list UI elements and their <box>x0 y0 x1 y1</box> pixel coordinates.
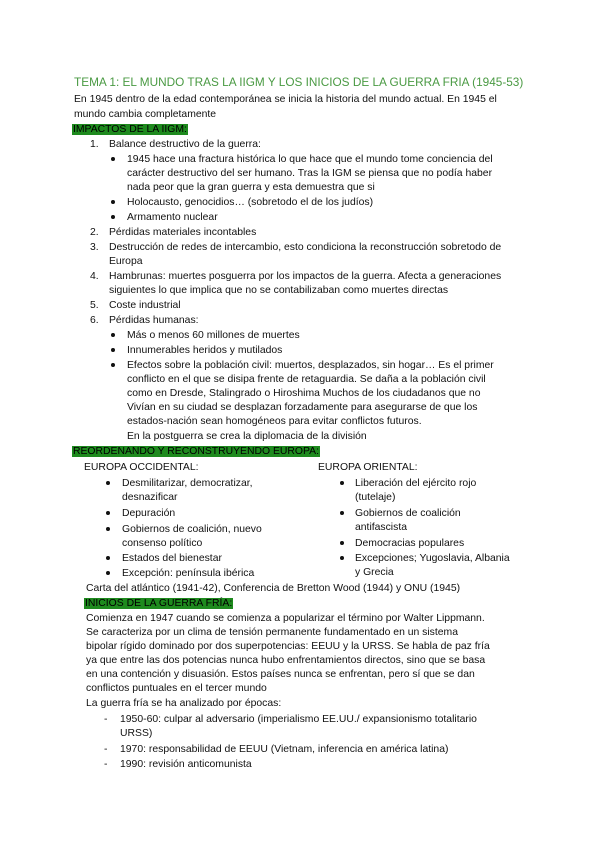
bullet-text: desnazificar <box>122 492 178 503</box>
bullet-icon <box>340 556 344 560</box>
list-item: Hambrunas: muertes posguerra por los impactos de la guerra. Afecta a generaciones <box>109 271 502 282</box>
list-item: siguientes lo que implica que no se contabilizaban como muertes directas <box>109 285 449 296</box>
bullet-icon <box>106 511 110 515</box>
list-number: 2. <box>90 227 99 238</box>
paragraph-line: conflictos puntuales en el tercer mundo <box>86 683 267 694</box>
column-heading-occidental: EUROPA OCCIDENTAL: <box>84 462 199 473</box>
bullet-icon <box>111 200 115 204</box>
bullet-icon <box>111 215 115 219</box>
bullet-icon <box>340 511 344 515</box>
paragraph-line: en una contención y disuasión. Estos países nunca se enfrentan, pero sí que se dan <box>86 669 475 680</box>
bullet-text: En la postguerra se crea la diplomacia de la división <box>127 431 367 442</box>
dash-item: 1950-60: culpar al adversario (imperialismo EE.UU./ expansionismo totalitario <box>120 714 477 725</box>
list-number: 5. <box>90 300 99 311</box>
bullet-text: Liberación del ejército rojo <box>355 478 477 489</box>
bullet-text: carácter destructivo del ser humano. Tras la IGM se piensa que no podía haber <box>127 168 493 179</box>
bullet-text: Democracias populares <box>355 538 465 549</box>
bullet-text: antifascista <box>355 522 407 533</box>
bullet-icon <box>111 348 115 352</box>
bullet-icon <box>340 541 344 545</box>
paragraph-line: bipolar rígido dominado por dos superpotencias: EEUU y la URSS. Se habla de paz fría <box>86 641 490 652</box>
list-item: Pérdidas humanas: <box>109 315 199 326</box>
list-number: 1. <box>90 139 99 150</box>
list-item: Balance destructivo de la guerra: <box>109 139 261 150</box>
list-item: Coste industrial <box>109 300 181 311</box>
list-item: Pérdidas materiales incontables <box>109 227 257 238</box>
bullet-text: y Grecia <box>355 567 394 578</box>
dash-icon: - <box>104 759 108 770</box>
dash-item: 1990: revisión anticomunista <box>120 759 252 770</box>
paragraph-line: La guerra fría se ha analizado por épocas: <box>86 698 282 709</box>
bullet-text: conflicto en el que se disipa frente de retaguardia. Se daña a la población civil <box>127 374 486 385</box>
dash-item: URSS) <box>120 728 153 739</box>
bullet-text: Innumerables heridos y mutilados <box>127 345 283 356</box>
list-number: 6. <box>90 315 99 326</box>
bullet-icon <box>106 556 110 560</box>
bullet-text: Gobiernos de coalición, nuevo <box>122 524 262 535</box>
bullet-text: Efectos sobre la población civil: muertos, desplazados, sin hogar… Es el primer <box>127 360 494 371</box>
bullet-icon <box>111 333 115 337</box>
list-item: Destrucción de redes de intercambio, esto condiciona la reconstrucción sobretodo de <box>109 242 502 253</box>
paragraph-line: Comienza en 1947 cuando se comienza a popularizar el término por Walter Lippmann. <box>86 613 485 624</box>
list-number: 3. <box>90 242 99 253</box>
bullet-text: Armamento nuclear <box>127 212 218 223</box>
paragraph-line: ya que entre las dos potencias nunca hubo enfrentamientos directos, sino que se basa <box>86 655 486 666</box>
column-heading-oriental: EUROPA ORIENTAL: <box>318 462 418 473</box>
bullet-icon <box>106 527 110 531</box>
bullet-text: 1945 hace una fractura histórica lo que hace que el mundo tome conciencia del <box>127 154 493 165</box>
carta-line: Carta del atlántico (1941-42), Conferencia de Bretton Wood (1944) y ONU (1945) <box>86 583 461 594</box>
intro-line-2: mundo cambia completamente <box>74 109 217 120</box>
list-item: Europa <box>109 256 143 267</box>
bullet-text: Excepciones; Yugoslavia, Albania <box>355 553 510 564</box>
dash-icon: - <box>104 714 108 725</box>
bullet-text: como en Dresde, Stalingrado o Hiroshima Muchos de los ciudadanos que no <box>127 388 481 399</box>
bullet-text: estados-nación sean homogéneos para evitar conflictos futuros. <box>127 416 422 427</box>
bullet-icon <box>340 481 344 485</box>
bullet-text: (tutelaje) <box>355 492 396 503</box>
bullet-text: Desmilitarizar, democratizar, <box>122 478 253 489</box>
paragraph-line: Se caracteriza por un clima de tensión permanente fundamentado en un sistema <box>86 627 458 638</box>
intro-line-1: En 1945 dentro de la edad contemporánea se inicia la historia del mundo actual. En 1945 el <box>74 94 497 105</box>
document-title: TEMA 1: EL MUNDO TRAS LA IIGM Y LOS INICIOS DE LA GUERRA FRIA (1945-53) <box>74 75 524 89</box>
bullet-text: Excepción: península ibérica <box>122 568 255 579</box>
bullet-icon <box>106 571 110 575</box>
bullet-icon <box>111 363 115 367</box>
dash-item: 1970: responsabilidad de EEUU (Vietnam, inferencia en américa latina) <box>120 744 449 755</box>
bullet-text: Gobiernos de coalición <box>355 508 461 519</box>
bullet-text: consenso político <box>122 538 203 549</box>
bullet-text: nada peor que la gran guerra y esta demuestra que si <box>127 182 375 193</box>
list-number: 4. <box>90 271 99 282</box>
bullet-text: Más o menos 60 millones de muertes <box>127 330 300 341</box>
section-heading-reordenando: REORDENANDO Y RECONSTRUYENDO EUROPA: <box>73 446 319 457</box>
bullet-icon <box>111 157 115 161</box>
bullet-text: Depuración <box>122 508 176 519</box>
section-heading-impactos: IMPACTOS DE LA IIGM: <box>73 124 187 135</box>
section-heading-guerra-fria: INICIOS DE LA GUERRA FRÍA: <box>85 598 233 609</box>
bullet-text: Estados del bienestar <box>122 553 222 564</box>
bullet-icon <box>106 481 110 485</box>
bullet-text: Vivían en su ciudad se desplazan forzadamente para asegurarse de que los <box>127 402 478 413</box>
bullet-text: Holocausto, genocidios… (sobretodo el de los judíos) <box>127 197 374 208</box>
dash-icon: - <box>104 744 108 755</box>
